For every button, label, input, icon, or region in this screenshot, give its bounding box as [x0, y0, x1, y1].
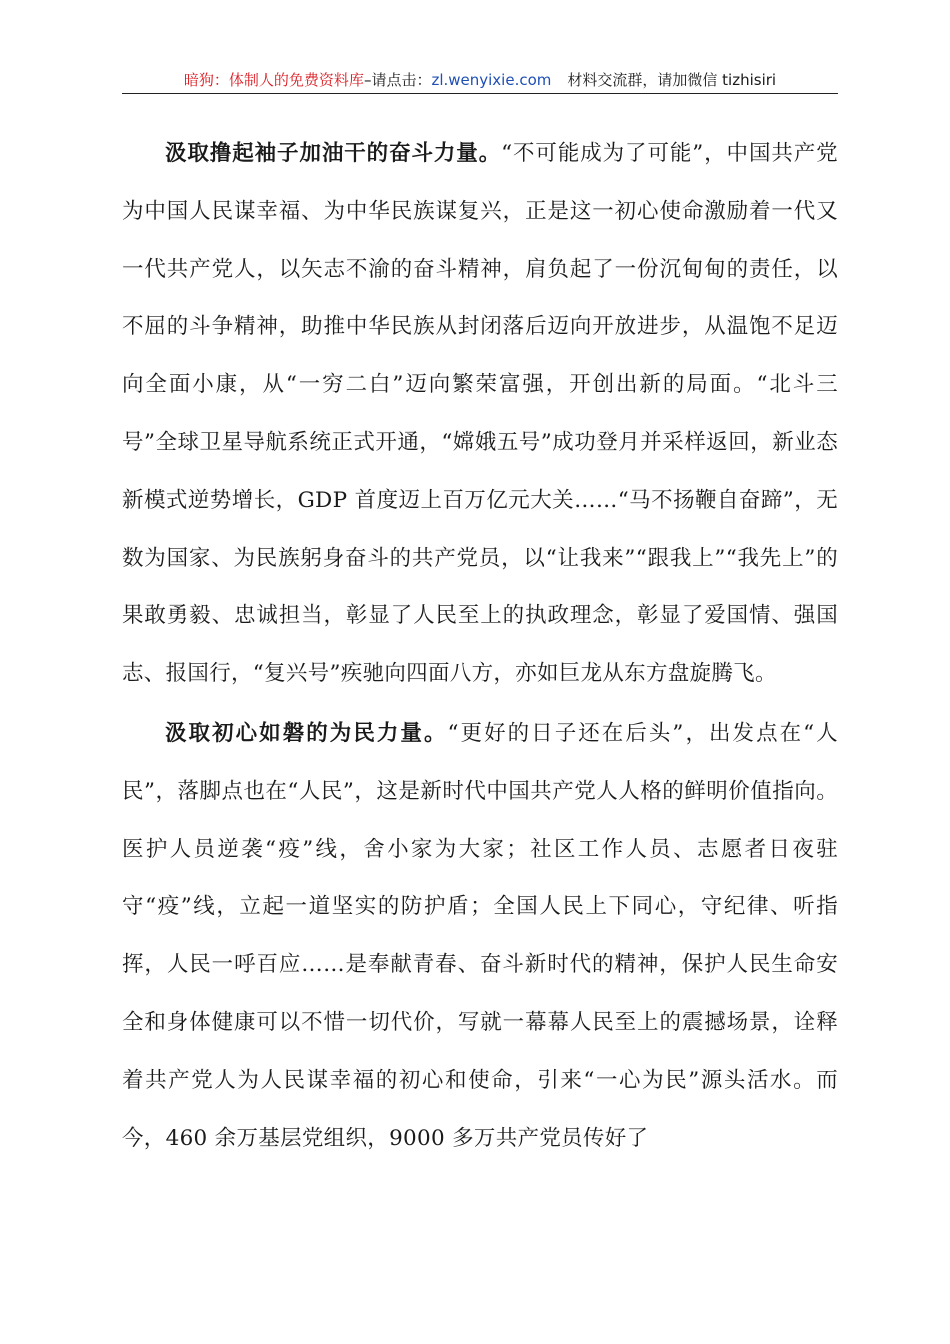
document-body [122, 125, 838, 1167]
paragraph-text: “更好的日子还在后头”，出发点在“人民”，落脚点也在“人民”，这是新时代中国共产党人人格的鲜明价值指向。医护人员逆袭“疫”线，舍小家为大家；社区工作人员、志愿者日夜驻守“疫”线，立起一道坚实的防护盾；全国人民上下同心，守纪律、听指挥，人民一呼百应……是奉献青春、奋斗新时代的精神，保护人民生命安全和身体健康可以不惜一切代价，写就一幕幕人民至上的震撼场景，诠释着共产党人为人民谋幸福的初心和使命，引来“一心为民”源头活水。而今，460 余万基层党组织，9000 多万共产党员传好了 [122, 720, 838, 1151]
page-header [122, 70, 838, 94]
paragraph-text: “不可能成为了可能”，中国共产党为中国人民谋幸福、为中华民族谋复兴，正是这一初心使命激励着一代又一代共产党人，以矢志不渝的奋斗精神，肩负起了一份沉甸甸的责任，以不屈的斗争精神，助推中华民族从封闭落后迈向开放进步，从温饱不足迈向全面小康，从“一穷二白”迈向繁荣富强，开创出新的局面。“北斗三号”全球卫星导航系统正式开通，“嫦娥五号”成功登月并采样返回，新业态新模式逆势增长，GDP 首度迈上百万亿元大关……“马不扬鞭自奋蹄”，无数为国家、为民族躬身奋斗的共产党员，以“让我来”“跟我上”“我先上”的果敢勇毅、忠诚担当，彰显了人民至上的执政理念，彰显了爱国情、强国志、报国行，“复兴号”疾驰向四面八方，亦如巨龙从东方盘旋腾飞。 [122, 141, 838, 687]
header-contact-text: 材料交流群，请加微信 tizhisiri [567, 71, 777, 89]
paragraph-lead: 汲取撸起袖子加油干的奋斗力量。 [165, 141, 502, 166]
header-site-label: 暗狗：体制人的免费资料库 [183, 71, 364, 89]
header-url-link[interactable]: zl.wenyixie.com [431, 71, 552, 89]
paragraph-lead: 汲取初心如磐的为民力量。 [165, 720, 448, 746]
paragraph [122, 705, 838, 1167]
header-divider [122, 93, 838, 94]
header-click-label: –请点击： [363, 71, 432, 89]
paragraph [122, 125, 838, 703]
